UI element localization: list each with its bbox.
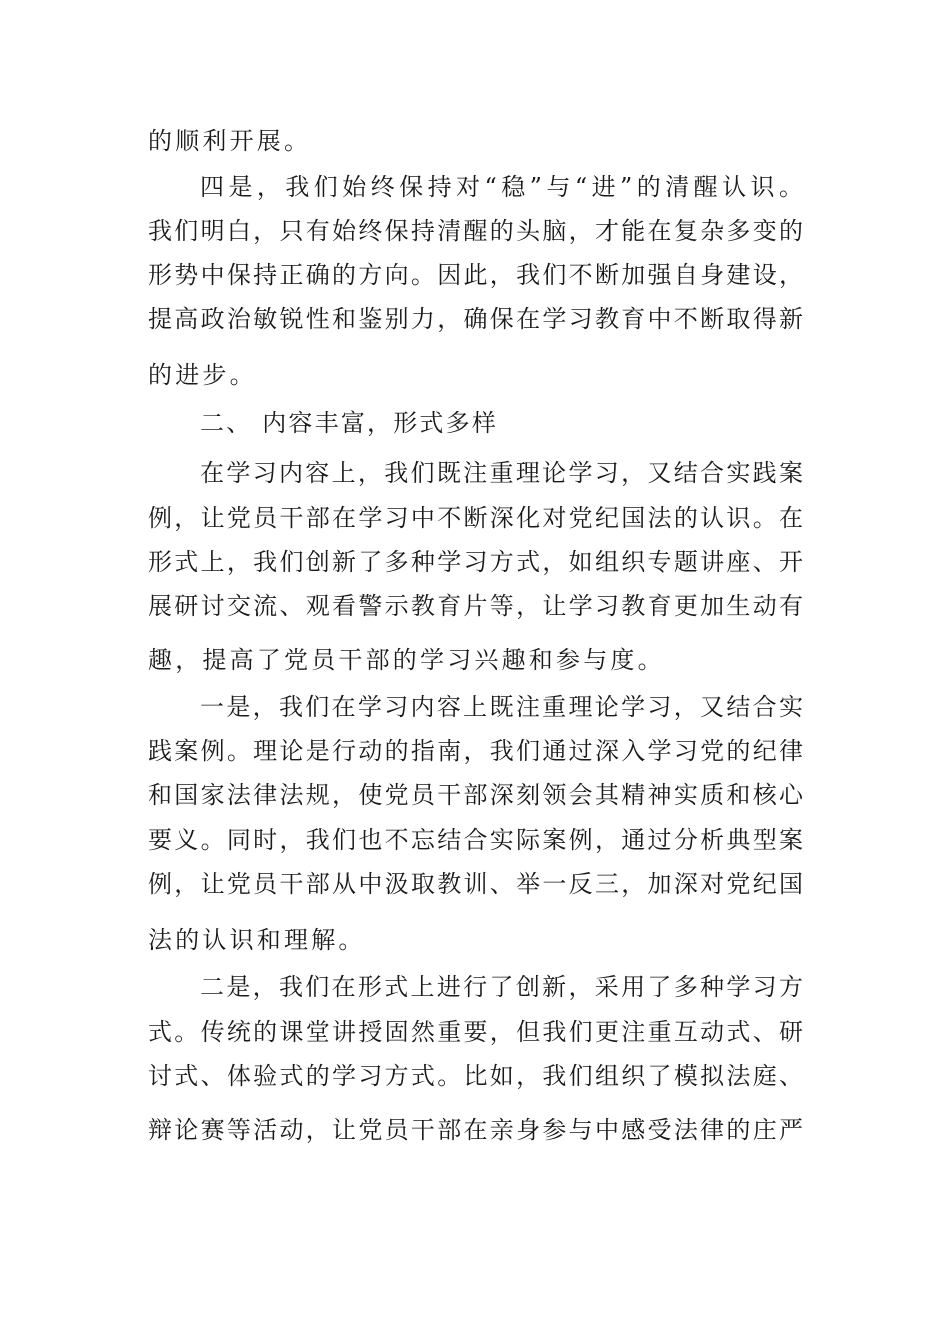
text-line: 例，让党员干部从中汲取教训、举一反三，加深对党纪国	[148, 870, 803, 898]
text-line: 一是，我们在学习内容上既注重理论学习，又结合实	[200, 693, 803, 721]
text-line: 式。传统的课堂讲授固然重要，但我们更注重互动式、研	[148, 1018, 803, 1046]
text-line: 在学习内容上，我们既注重理论学习，又结合实践案	[200, 459, 803, 487]
text-line: 的顺利开展。	[148, 127, 312, 155]
text-line: 讨式、体验式的学习方式。比如，我们组织了模拟法庭、	[148, 1062, 803, 1090]
section-heading: 二、 内容丰富，形式多样	[200, 409, 499, 437]
text-line: 形式上，我们创新了多种学习方式，如组织专题讲座、开	[148, 548, 803, 576]
text-line: 四是，我们始终保持对“稳”与“进”的清醒认识。	[200, 173, 803, 201]
text-line: 趣，提高了党员干部的学习兴趣和参与度。	[148, 646, 665, 674]
text-line: 提高政治敏锐性和鉴别力，确保在学习教育中不断取得新	[148, 305, 803, 333]
text-line: 的进步。	[148, 361, 257, 389]
text-line: 辩论赛等活动，让党员干部在亲身参与中感受法律的庄严	[148, 1116, 803, 1144]
text-line: 展研讨交流、观看警示教育片等，让学习教育更加生动有	[148, 592, 803, 620]
text-line: 法的认识和理解。	[148, 926, 366, 954]
text-line: 我们明白，只有始终保持清醒的头脑，才能在复杂多变的	[148, 217, 803, 245]
text-line: 要义。同时，我们也不忘结合实际案例，通过分析典型案	[148, 826, 803, 854]
text-line: 例，让党员干部在学习中不断深化对党纪国法的认识。在	[148, 504, 803, 532]
text-line: 和国家法律法规，使党员干部深刻领会其精神实质和核心	[148, 781, 803, 809]
text-line: 形势中保持正确的方向。因此，我们不断加强自身建设，	[148, 261, 803, 289]
text-line: 二是，我们在形式上进行了创新，采用了多种学习方	[200, 973, 803, 1001]
text-line: 践案例。理论是行动的指南，我们通过深入学习党的纪律	[148, 737, 803, 765]
